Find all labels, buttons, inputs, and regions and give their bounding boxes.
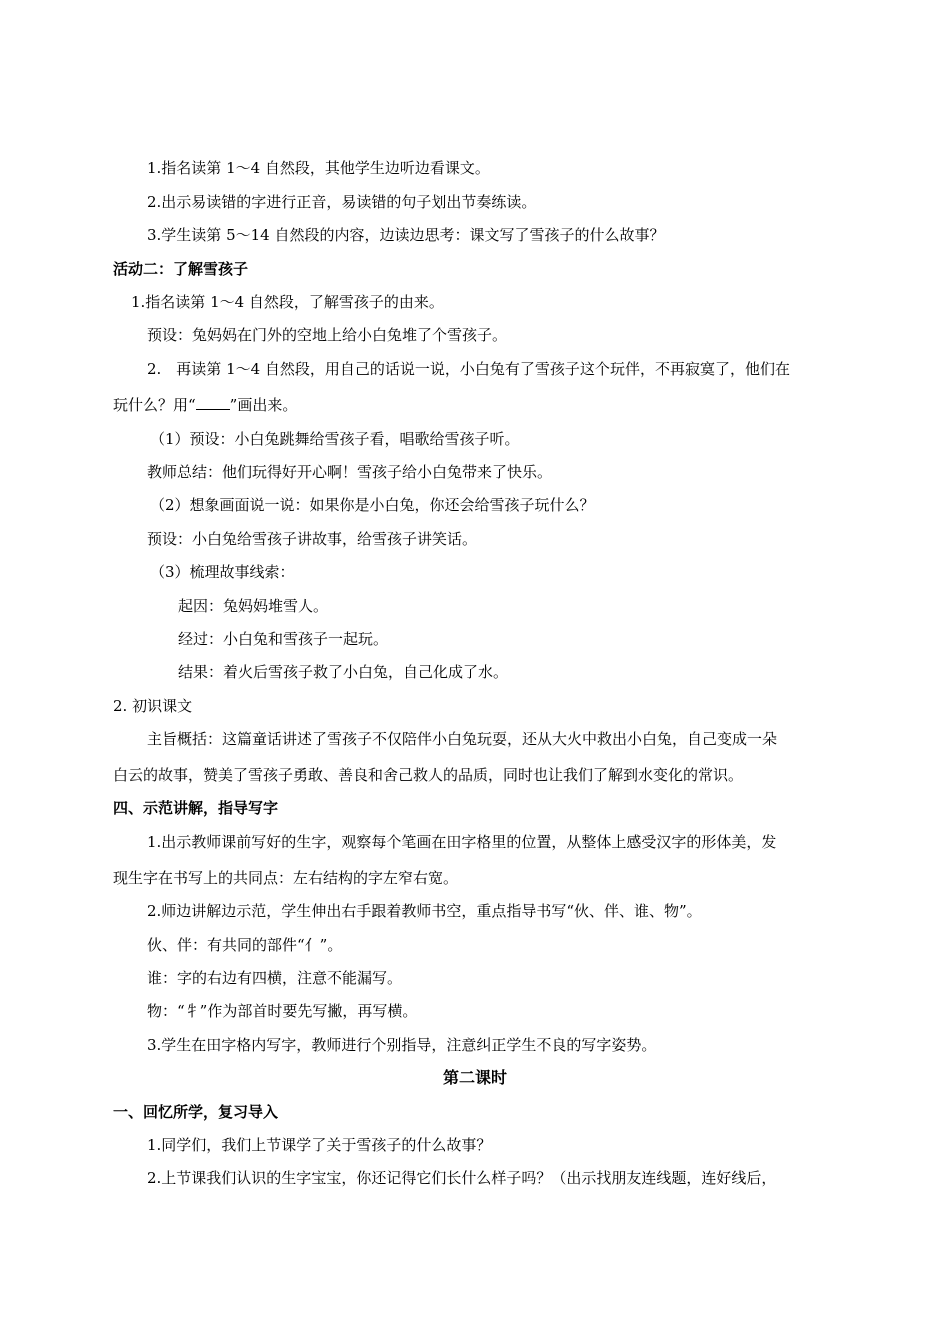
paragraph-line: 预设：兔妈妈在门外的空地上给小白兔堆了个雪孩子。 [147, 326, 508, 344]
paragraph-line: 伙、伴：有共同的部件“亻”。 [147, 936, 343, 954]
lesson-title: 第二课时 [442, 1068, 507, 1087]
paragraph-line: 2.上节课我们认识的生字宝宝，你还记得它们长什么样子吗？（出示找朋友连线题，连好线后， [147, 1169, 777, 1187]
paragraph-line: 1.指名读第 1～4 自然段，了解雪孩子的由来。 [131, 293, 444, 311]
paragraph-line: （3）梳理故事线索： [150, 563, 295, 581]
paragraph-line: 1.指名读第 1～4 自然段，其他学生边听边看课文。 [147, 159, 490, 177]
paragraph-line: 现生字在书写上的共同点：左右结构的字左窄右宽。 [113, 869, 459, 887]
paragraph-line: 2. 再读第 1～4 自然段，用自己的话说一说，小白兔有了雪孩子这个玩伴，不再寂寞了，他们在 [147, 360, 790, 378]
paragraph-line: 经过：小白兔和雪孩子一起玩。 [178, 630, 389, 648]
paragraph-line: 1.出示教师课前写好的生字，观察每个笔画在田字格里的位置，从整体上感受汉字的形体美，发 [147, 833, 777, 851]
paragraph-line: 3.学生在田字格内写字，教师进行个别指导，注意纠正学生不良的写字姿势。 [147, 1036, 657, 1054]
paragraph-line: 教师总结：他们玩得好开心啊！雪孩子给小白兔带来了快乐。 [147, 463, 553, 481]
paragraph-line: 物：“牜”作为部首时要先写撇，再写横。 [147, 1002, 418, 1020]
paragraph-line: 结果：着火后雪孩子救了小白兔，自己化成了水。 [178, 663, 509, 681]
section-heading: 四、示范讲解，指导写字 [113, 799, 279, 817]
section-heading: 一、回忆所学，复习导入 [113, 1103, 279, 1121]
paragraph-line: （1）预设：小白兔跳舞给雪孩子看，唱歌给雪孩子听。 [150, 430, 520, 448]
paragraph-line: 谁：字的右边有四横，注意不能漏写。 [147, 969, 403, 987]
paragraph-line: （2）想象画面说一说：如果你是小白兔，你还会给雪孩子玩什么？ [150, 496, 595, 514]
paragraph-line: 2. 初识课文 [113, 697, 193, 715]
paragraph-line: 预设：小白兔给雪孩子讲故事，给雪孩子讲笑话。 [147, 530, 478, 548]
paragraph-line: 主旨概括：这篇童话讲述了雪孩子不仅陪伴小白兔玩耍，还从大火中救出小白兔，自己变成一朵 [147, 730, 778, 748]
paragraph-line: 2.出示易读错的字进行正音，易读错的句子划出节奏练读。 [147, 193, 537, 211]
paragraph-line: 2.师边讲解边示范，学生伸出右手跟着教师书空，重点指导书写“伙、伴、谁、物”。 [147, 902, 702, 920]
paragraph-line: 起因：兔妈妈堆雪人。 [178, 597, 329, 615]
underline-blank [196, 395, 230, 410]
paragraph-line: 白云的故事，赞美了雪孩子勇敢、善良和舍己救人的品质，同时也让我们了解到水变化的常识。 [113, 766, 744, 784]
paragraph-line: 3.学生读第 5～14 自然段的内容，边读边思考：课文写了雪孩子的什么故事？ [147, 226, 665, 244]
paragraph-line: 1.同学们，我们上节课学了关于雪孩子的什么故事？ [147, 1136, 492, 1154]
paragraph-line: 玩什么？用“ ”画出来。 [113, 396, 298, 414]
section-heading: 活动二：了解雪孩子 [113, 260, 249, 278]
